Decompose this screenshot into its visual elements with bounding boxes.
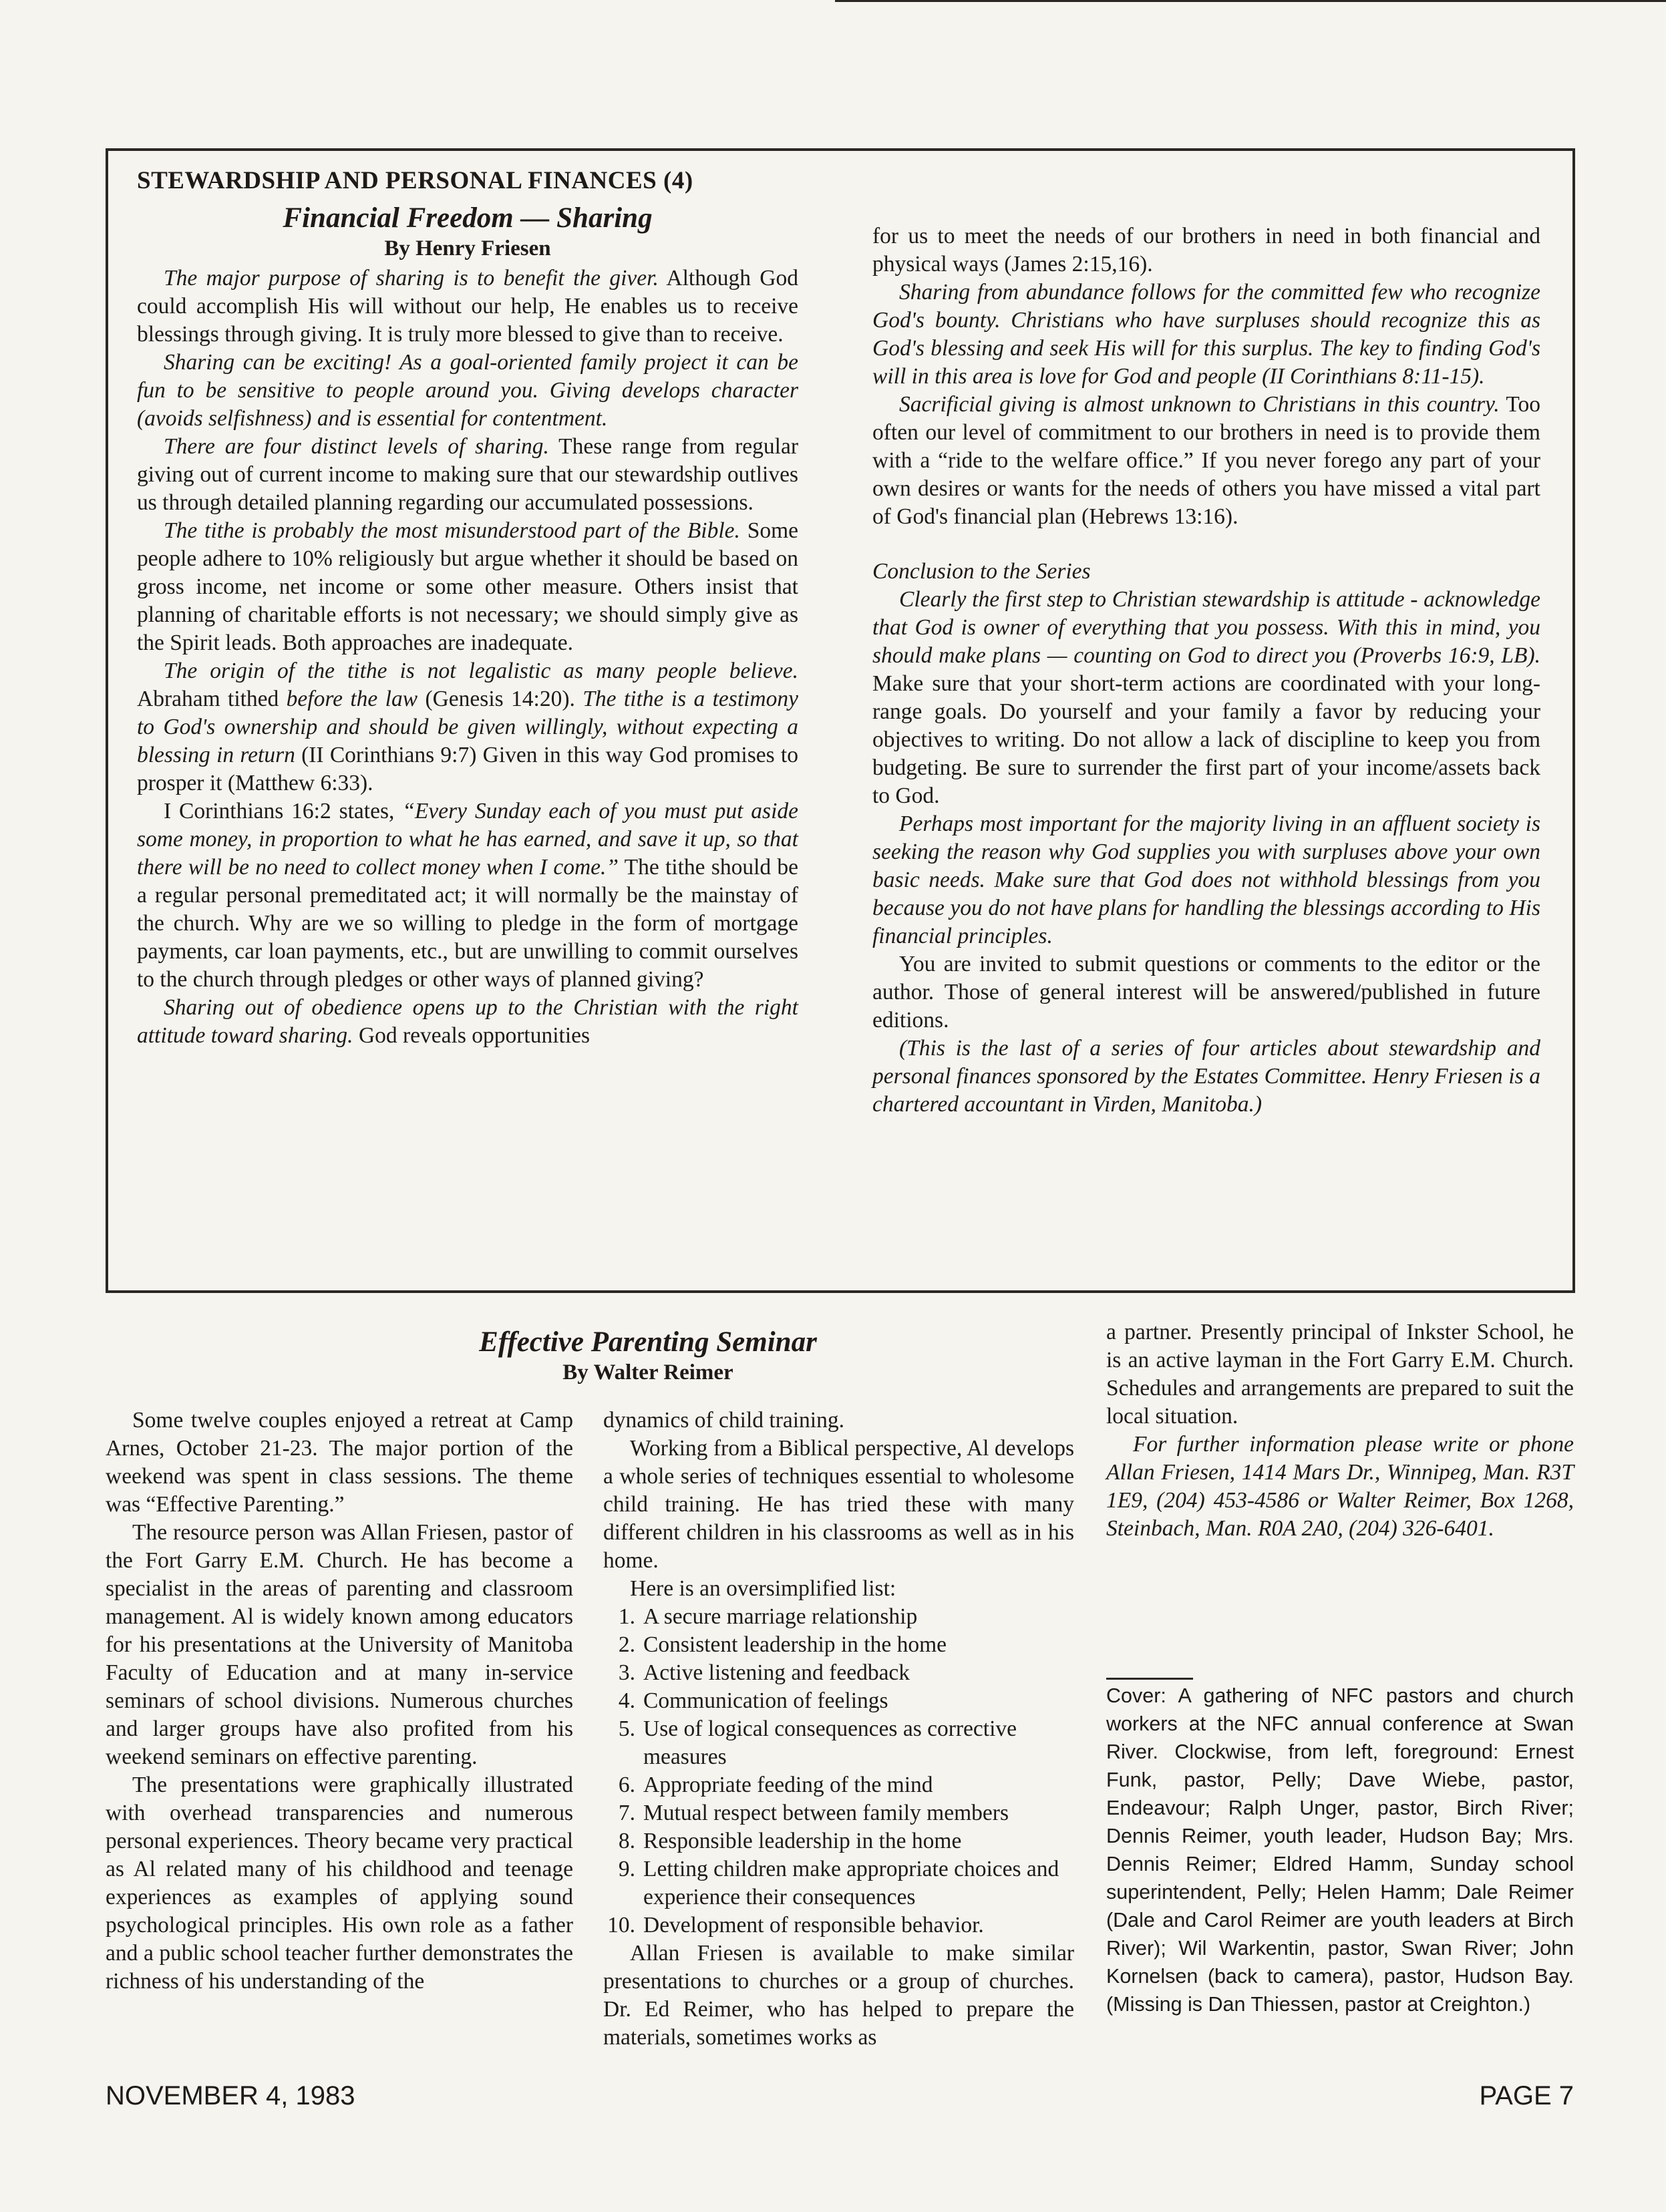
- footer-page-number: PAGE 7: [1479, 2081, 1574, 2110]
- parenting-heading: [347, 1326, 949, 1389]
- paragraph: The tithe is probably the most misunderstood part of the Bible. Some people adhere to 10% religiously but argue whether it should be based on gross income, net income or some other measure. Others insist that planning of charitable efforts is not necessary; we should simply give as the Spirit leads. Both approaches are inadequate.: [137, 518, 798, 655]
- article-title: Effective Parenting Seminar: [479, 1326, 817, 1358]
- paragraph: Sharing from abundance follows for the committed few who recognize God's bounty. Christians who have surpluses should recognize this as God's blessing and seek His will for this surplus. The key to finding God's will in this area is love for God and people (II Corinthians 8:11-15).: [872, 280, 1540, 389]
- paragraph: a partner. Presently principal of Inkster School, he is an active layman in the Fort Garry E.M. Church. Schedules and arrangements are prepared to suit the local situation.: [1106, 1320, 1574, 1429]
- stewardship-right-column: [872, 222, 1540, 1119]
- paragraph: Sharing can be exciting! As a goal-oriented family project it can be fun to be sensitive to people around you. Giving develops character (avoids selfishness) and is essential for contentment.: [137, 350, 798, 431]
- paragraph: Here is an oversimplified list:: [630, 1576, 896, 1601]
- parenting-column-1: [106, 1407, 573, 1996]
- list-item: 10. Development of responsible behavior.: [607, 1913, 984, 1938]
- footer-date: NOVEMBER 4, 1983: [106, 2081, 355, 2110]
- list-item: 1. A secure marriage relationship: [618, 1604, 918, 1629]
- list-item: 2. Consistent leadership in the home: [618, 1632, 947, 1657]
- list-item: 9. Letting children make appropriate choices and experience their consequences: [618, 1857, 1059, 1909]
- paragraph: The presentations were graphically illustrated with overhead transparencies and numerous personal experiences. Theory became very practical as Al related many of his childhood and teenage experiences as examples of applying sound psychological principles. His own role as a father and a public school teacher further demonstrates the richness of his understanding of the: [106, 1773, 573, 1994]
- paragraph: Clearly the first step to Christian stewardship is attitude - acknowledge that God is owner of everything that you possess. With this in mind, you should make plans — counting on God to direct you (Proverbs 16:9, LB). Make sure that your short-term actions are coordinated with your long-range goals. Do yourself and your family a favor by reducing your objectives to writing. Do not allow a lack of discipline to keep you from budgeting. Be sure to surrender the first part of your income/assets back to God.: [872, 587, 1540, 808]
- paragraph: Sharing out of obedience opens up to the Christian with the right attitude toward sharing. God reveals opportunities: [137, 995, 798, 1048]
- list-item: 5. Use of logical consequences as corrective measures: [618, 1716, 1017, 1769]
- paragraph: for us to meet the needs of our brothers in need in both financial and physical ways (James 2:15,16).: [872, 224, 1540, 276]
- list-item: 6. Appropriate feeding of the mind: [618, 1773, 933, 1797]
- paragraph: Some twelve couples enjoyed a retreat at Camp Arnes, October 21-23. The major portion of the weekend was spent in class sessions. The theme was “Effective Parenting.”: [106, 1408, 573, 1517]
- article-title: Financial Freedom — Sharing: [283, 202, 653, 234]
- paragraph: The origin of the tithe is not legalistic as many people believe. Abraham tithed before the law (Genesis 14:20). The tithe is a testimony to God's ownership and should be given willingly, without expecting a blessing in return (II Corinthians 9:7) Given in this way God promises to prosper it (Matthew 6:33).: [137, 659, 798, 795]
- conclusion-heading: Conclusion to the Series: [872, 559, 1091, 584]
- paragraph: Working from a Biblical perspective, Al develops a whole series of techniques essential to wholesome child training. He has tried these with many different children in his classrooms as well as in his home.: [603, 1436, 1074, 1573]
- paragraph: Allan Friesen is available to make similar presentations to churches or a group of churches. Dr. Ed Reimer, who has helped to prepare the materials, sometimes works as: [603, 1941, 1074, 2050]
- paragraph: (This is the last of a series of four articles about stewardship and personal finances sponsored by the Estates Committee. Henry Friesen is a chartered accountant in Virden, Manitoba.): [872, 1036, 1540, 1117]
- parenting-column-2: [603, 1407, 1074, 2052]
- paragraph: Sacrificial giving is almost unknown to Christians in this country. Too often our level of commitment to our brothers in need is to provide them with a “ride to the welfare office.” If you never forego any part of your own desires or wants for the needs of others you have missed a vital part of God's financial plan (Hebrews 13:16).: [872, 392, 1540, 529]
- paragraph: The major purpose of sharing is to benefit the giver. Although God could accomplish His will without our help, He enables us to receive blessings through giving. It is truly more blessed to give than to receive.: [137, 266, 798, 347]
- paragraph: There are four distinct levels of sharing. These range from regular giving out of current income to making sure that our stewardship outlives us through detailed planning regarding our accumulated possessions.: [137, 434, 798, 515]
- series-heading: STEWARDSHIP AND PERSONAL FINANCES (4): [137, 167, 693, 194]
- caption-rule: [1106, 1678, 1193, 1680]
- paragraph: You are invited to submit questions or comments to the editor or the author. Those of general interest will be answered/published in future editions.: [872, 952, 1540, 1033]
- paragraph: Perhaps most important for the majority living in an affluent society is seeking the reason why God supplies you with surpluses above your own basic needs. Make sure that God does not withhold blessings from you because you do not have plans for handling the blessings according to His financial principles.: [872, 811, 1540, 948]
- list-item: 4. Communication of feelings: [618, 1688, 888, 1713]
- paragraph: The resource person was Allan Friesen, pastor of the Fort Garry E.M. Church. He has become a specialist in the areas of parenting and classroom management. Al is widely known among educators for his presentations at the University of Manitoba Faculty of Education and at many in-service seminars of school divisions. Numerous churches and larger groups have also profited from his weekend seminars on effective parenting.: [106, 1520, 573, 1769]
- parenting-column-3: [1106, 1318, 1574, 1543]
- cover-caption: Cover: A gathering of NFC pastors and church workers at the NFC annual conference at Swan River. Clockwise, from left, foreground: Ernest Funk, pastor, Pelly; Dave Wiebe, pastor, Endeavour; Ralph Unger, pastor, Birch River; Dennis Reimer, youth leader, Hudson Bay; Mrs. Dennis Reimer; Eldred Hamm, Sunday school superintendent, Pelly; Helen Hamm; Dale Reimer (Dale and Carol Reimer are youth leaders at Birch River); Wil Warkentin, pastor, Swan River; John Kornelsen (back to camera), pastor, Hudson Bay. (Missing is Dan Thiessen, pastor at Creighton.): [1106, 1684, 1574, 2016]
- list-item: 7. Mutual respect between family members: [618, 1801, 1009, 1825]
- paragraph: dynamics of child training.: [603, 1408, 844, 1433]
- list-item: 3. Active listening and feedback: [618, 1660, 910, 1685]
- article-byline: By Walter Reimer: [562, 1360, 733, 1385]
- list-item: 8. Responsible leadership in the home: [618, 1829, 962, 1853]
- techniques-list: [603, 1603, 1074, 1940]
- top-rule: [835, 0, 1666, 2]
- paragraph: I Corinthians 16:2 states, “Every Sunday each of you must put aside some money, in proportion to what he has earned, and save it up, so that there will be no need to collect money when I come.” The tithe should be a regular personal premeditated act; it will normally be the mainstay of the church. Why are we so willing to pledge in the form of mortgage payments, car loan payments, etc., but are unwilling to commit ourselves to the church through pledges or other ways of planned giving?: [137, 799, 798, 992]
- article-byline: By Henry Friesen: [384, 236, 551, 260]
- paragraph: For further information please write or phone Allan Friesen, 1414 Mars Dr., Winnipeg, Man. R3T 1E9, (204) 453-4586 or Walter Reimer, Box 1268, Steinbach, Man. R0A 2A0, (204) 326-6401.: [1106, 1432, 1574, 1541]
- stewardship-left-column: [137, 167, 798, 1050]
